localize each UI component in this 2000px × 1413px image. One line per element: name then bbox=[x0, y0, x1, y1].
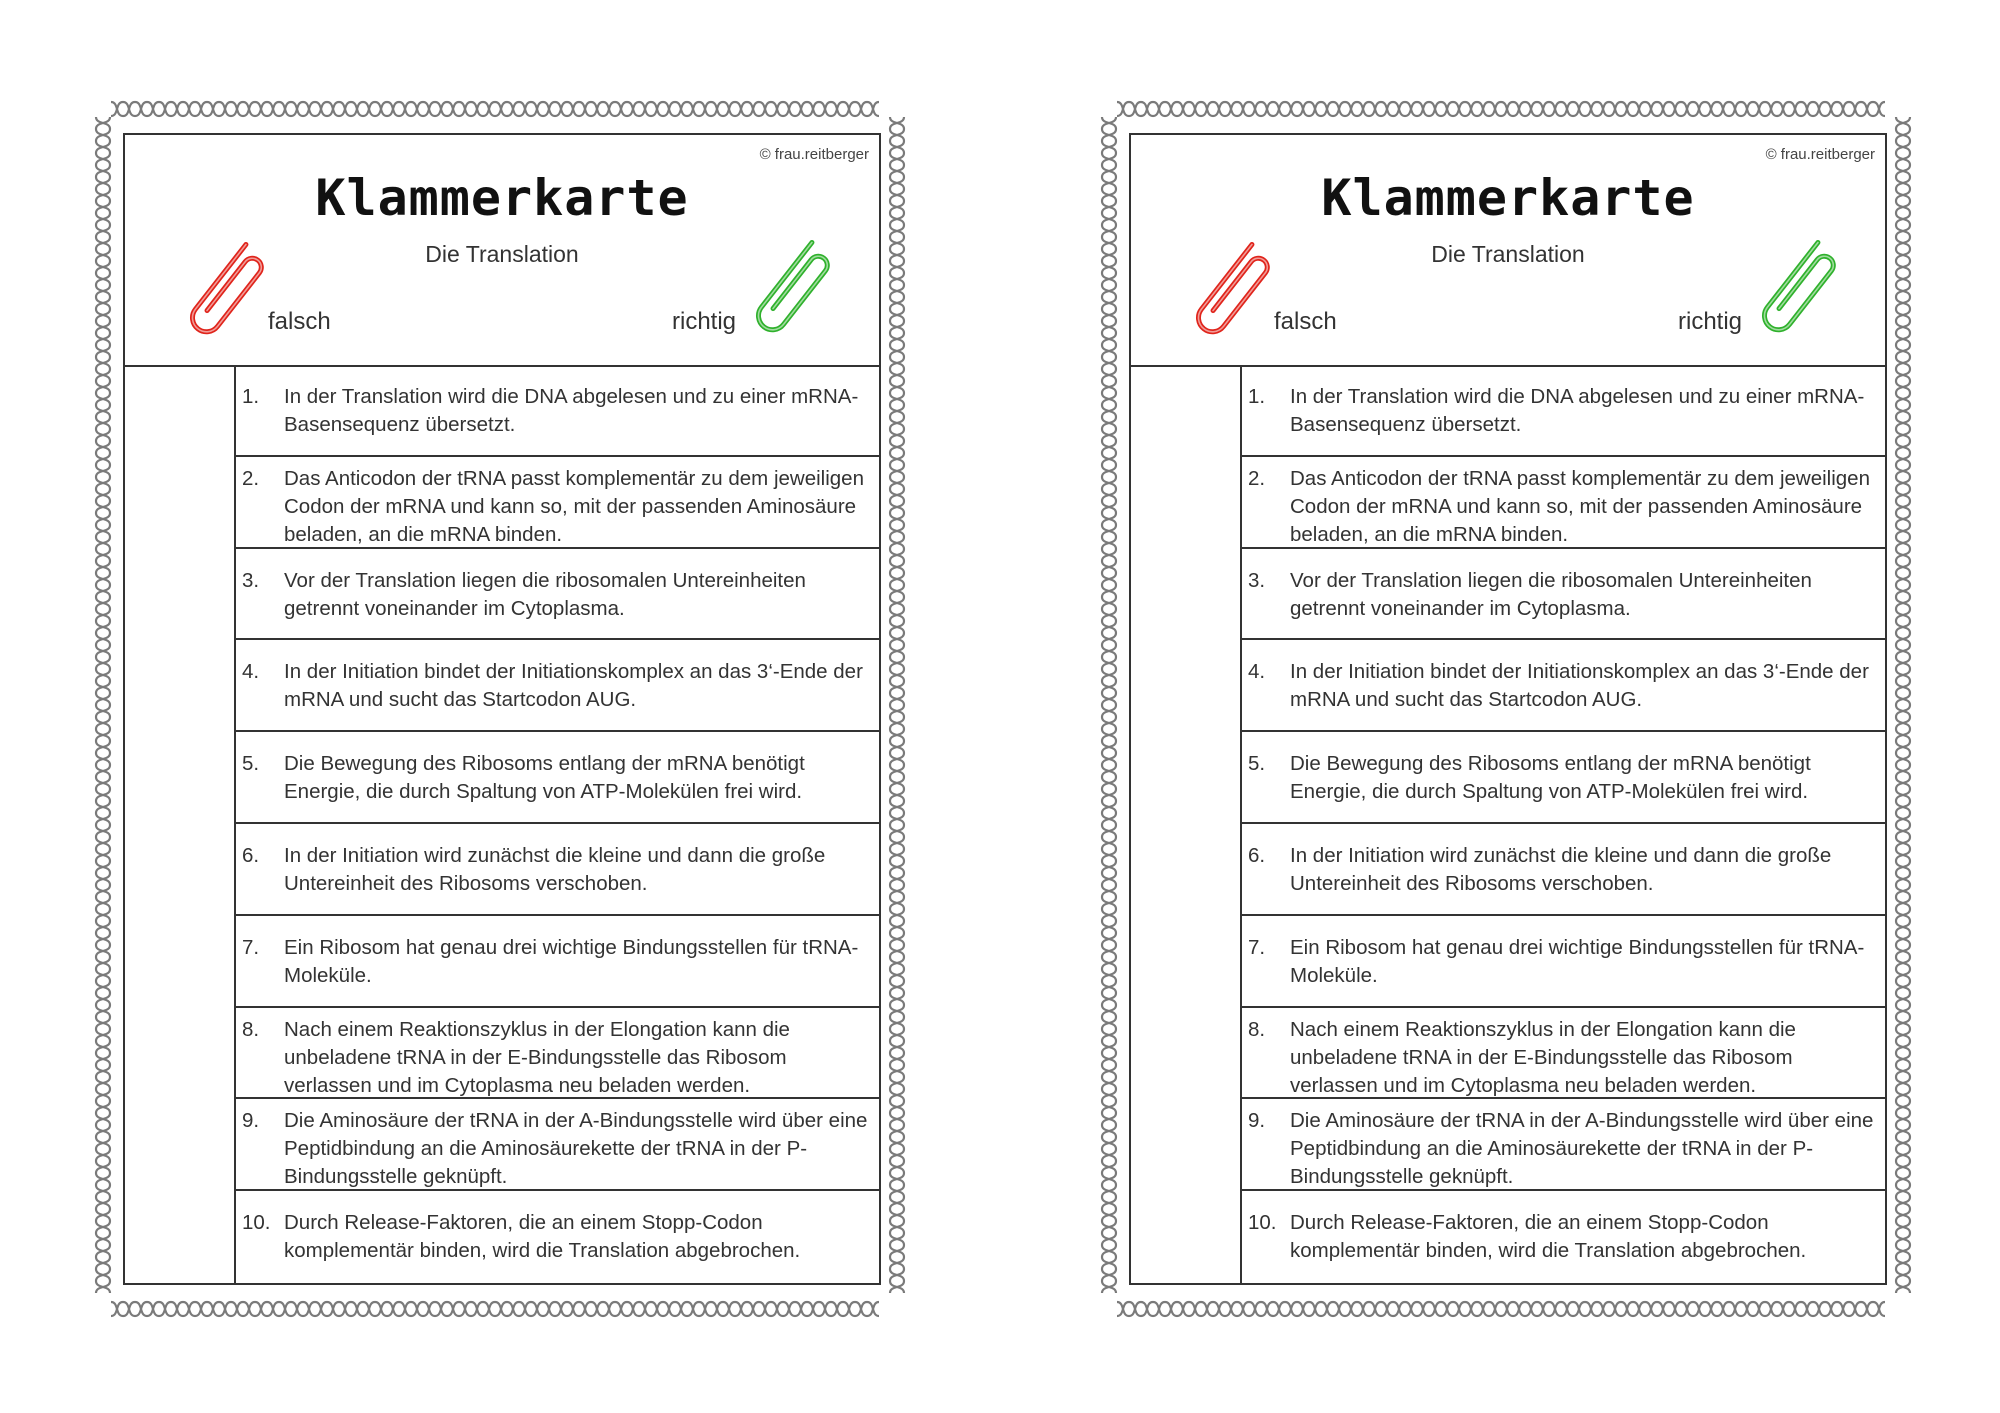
clip-marking-column[interactable] bbox=[1131, 365, 1242, 1283]
statement-row bbox=[1242, 824, 1885, 916]
statement-number: 6. bbox=[242, 843, 260, 867]
statement-row bbox=[236, 365, 879, 457]
statement-text: In der Initiation bindet der Initiationskomplex an das 3‘-Ende der mRNA und sucht das Startcodon AUG. bbox=[284, 660, 863, 712]
statement-text: Nach einem Reaktionszyklus in der Elongation kann die unbeladene tRNA in der E-Bindungsstelle das Ribosom verlassen und im Cytoplasma neu beladen werden. bbox=[1290, 1017, 1796, 1097]
statement-text: In der Initiation wird zunächst die kleine und dann die große Untereinheit des Ribosoms verschoben. bbox=[1290, 843, 1832, 895]
card-content bbox=[123, 133, 881, 1285]
klammerkarte-card-right bbox=[1093, 93, 1919, 1325]
statement-number: 9. bbox=[242, 1109, 260, 1133]
statement-row bbox=[236, 1008, 879, 1100]
statement-list bbox=[1131, 365, 1885, 1283]
statement-text: Die Bewegung des Ribosoms entlang der mRNA benötigt Energie, die durch Spaltung von ATP-Molekülen frei wird. bbox=[284, 752, 805, 804]
statement-text: Das Anticodon der tRNA passt komplementär zu dem jeweiligen Codon der mRNA und kann so, mit der passenden Aminosäure beladen, an die mRNA binden. bbox=[1290, 466, 1870, 546]
statement-text: Ein Ribosom hat genau drei wichtige Bindungsstellen für tRNA-Moleküle. bbox=[1290, 935, 1865, 987]
klammerkarte-card-left bbox=[87, 93, 913, 1325]
statement-number: 4. bbox=[1248, 660, 1266, 684]
statement-text: Die Aminosäure der tRNA in der A-Bindungsstelle wird über eine Peptidbindung an die Aminosäurekette der tRNA in der P-Bindungsstelle geknüpft. bbox=[284, 1109, 868, 1189]
statement-number: 5. bbox=[1248, 752, 1266, 776]
statement-row bbox=[1242, 457, 1885, 549]
statement-rows bbox=[236, 365, 879, 1283]
card-header bbox=[125, 135, 879, 367]
green-paperclip-icon bbox=[1743, 230, 1839, 355]
label-falsch: falsch bbox=[268, 308, 331, 335]
statement-text: Vor der Translation liegen die ribosomalen Untereinheiten getrennt voneinander im Cytoplasma. bbox=[1290, 568, 1812, 620]
statement-row bbox=[1242, 1008, 1885, 1100]
statement-text: Das Anticodon der tRNA passt komplementär zu dem jeweiligen Codon der mRNA und kann so, mit der passenden Aminosäure beladen, an die mRNA binden. bbox=[284, 466, 864, 546]
statement-row bbox=[1242, 365, 1885, 457]
statement-row bbox=[236, 640, 879, 732]
statement-row bbox=[236, 732, 879, 824]
statement-rows bbox=[1242, 365, 1885, 1283]
green-paperclip-icon bbox=[737, 230, 833, 355]
statement-text: In der Translation wird die DNA abgelesen und zu einer mRNA-Basensequenz übersetzt. bbox=[1290, 385, 1865, 436]
statement-text: Die Aminosäure der tRNA in der A-Bindungsstelle wird über eine Peptidbindung an die Aminosäurekette der tRNA in der P-Bindungsstelle geknüpft. bbox=[1290, 1109, 1874, 1189]
statement-row bbox=[1242, 1191, 1885, 1283]
statement-number: 7. bbox=[1248, 935, 1266, 959]
statement-list bbox=[125, 365, 879, 1283]
statement-row bbox=[1242, 732, 1885, 824]
statement-row bbox=[1242, 549, 1885, 641]
statement-text: In der Translation wird die DNA abgelesen und zu einer mRNA-Basensequenz übersetzt. bbox=[284, 385, 859, 436]
copyright-note: © frau.reitberger bbox=[1765, 146, 1875, 163]
red-paperclip-icon bbox=[1177, 232, 1273, 357]
card-title: Klammerkarte bbox=[1321, 169, 1695, 227]
label-richtig: richtig bbox=[672, 308, 737, 335]
statement-text: Die Bewegung des Ribosoms entlang der mRNA benötigt Energie, die durch Spaltung von ATP-Molekülen frei wird. bbox=[1290, 752, 1811, 804]
statement-row bbox=[236, 549, 879, 641]
statement-number: 6. bbox=[1248, 843, 1266, 867]
card-subtitle: Die Translation bbox=[425, 241, 579, 267]
statement-number: 8. bbox=[242, 1017, 260, 1041]
statement-number: 3. bbox=[1248, 568, 1266, 592]
statement-row bbox=[236, 1099, 879, 1191]
card-header bbox=[1131, 135, 1885, 367]
statement-number: 2. bbox=[1248, 466, 1266, 490]
card-content bbox=[1129, 133, 1887, 1285]
statement-number: 9. bbox=[1248, 1109, 1266, 1133]
statement-text: In der Initiation bindet der Initiationskomplex an das 3‘-Ende der mRNA und sucht das Startcodon AUG. bbox=[1290, 660, 1869, 712]
statement-number: 10. bbox=[1248, 1211, 1277, 1235]
statement-row bbox=[1242, 640, 1885, 732]
statement-text: Vor der Translation liegen die ribosomalen Untereinheiten getrennt voneinander im Cytoplasma. bbox=[284, 568, 806, 620]
statement-number: 3. bbox=[242, 568, 260, 592]
label-richtig: richtig bbox=[1678, 308, 1743, 335]
statement-row bbox=[236, 1191, 879, 1283]
clip-marking-column[interactable] bbox=[125, 365, 236, 1283]
statement-row bbox=[236, 824, 879, 916]
statement-row bbox=[236, 916, 879, 1008]
statement-row bbox=[1242, 916, 1885, 1008]
statement-text: Durch Release-Faktoren, die an einem Stopp-Codon komplementär binden, wird die Translation abgebrochen. bbox=[284, 1211, 801, 1263]
statement-number: 2. bbox=[242, 466, 260, 490]
statement-number: 4. bbox=[242, 660, 260, 684]
statement-text: Nach einem Reaktionszyklus in der Elongation kann die unbeladene tRNA in der E-Bindungsstelle das Ribosom verlassen und im Cytoplasma neu beladen werden. bbox=[284, 1017, 790, 1097]
card-subtitle: Die Translation bbox=[1431, 241, 1585, 267]
statement-row bbox=[236, 457, 879, 549]
statement-number: 1. bbox=[242, 385, 260, 408]
statement-number: 7. bbox=[242, 935, 260, 959]
copyright-note: © frau.reitberger bbox=[759, 146, 869, 163]
statement-number: 5. bbox=[242, 752, 260, 776]
label-falsch: falsch bbox=[1274, 308, 1337, 335]
card-title: Klammerkarte bbox=[315, 169, 689, 227]
statement-text: Ein Ribosom hat genau drei wichtige Bindungsstellen für tRNA-Moleküle. bbox=[284, 935, 859, 987]
statement-text: Durch Release-Faktoren, die an einem Stopp-Codon komplementär binden, wird die Translation abgebrochen. bbox=[1290, 1211, 1807, 1263]
statement-number: 1. bbox=[1248, 385, 1266, 408]
red-paperclip-icon bbox=[171, 232, 267, 357]
statement-number: 10. bbox=[242, 1211, 271, 1235]
statement-text: In der Initiation wird zunächst die kleine und dann die große Untereinheit des Ribosoms verschoben. bbox=[284, 843, 826, 895]
statement-number: 8. bbox=[1248, 1017, 1266, 1041]
statement-row bbox=[1242, 1099, 1885, 1191]
